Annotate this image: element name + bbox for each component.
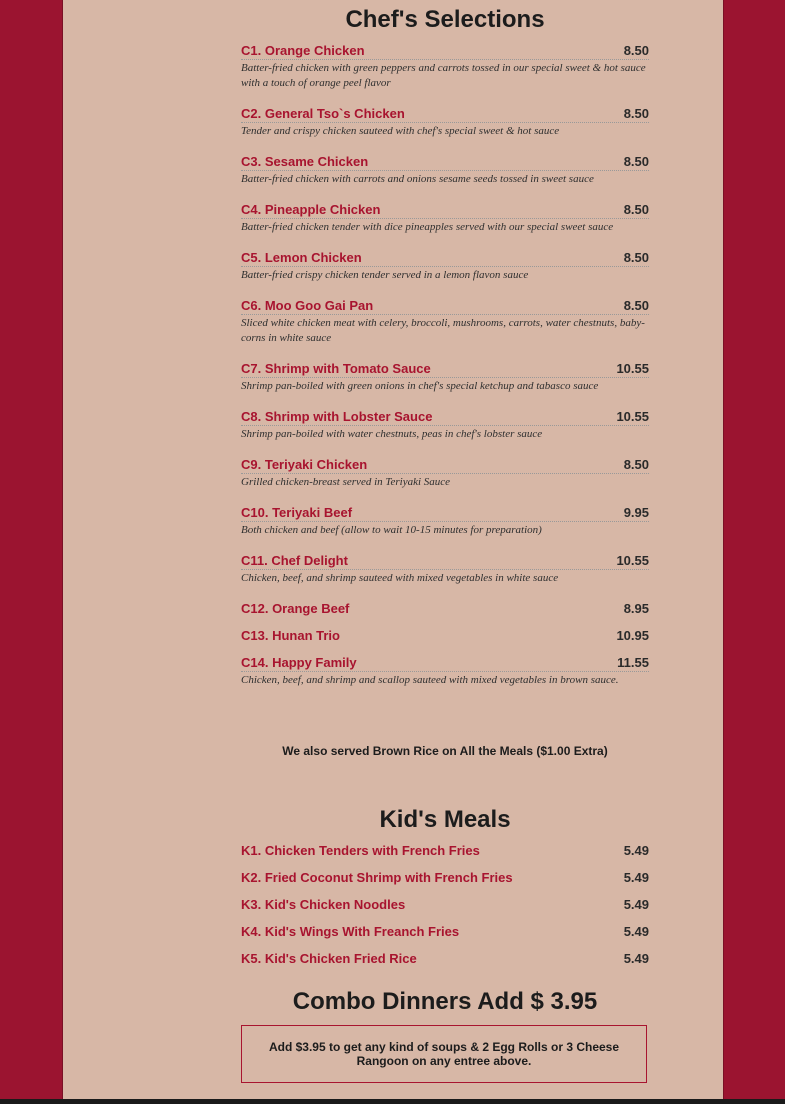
item-price: 10.55 xyxy=(616,553,649,568)
item-price: 5.49 xyxy=(623,870,649,885)
item-price: 5.49 xyxy=(623,924,649,939)
combo-title: Combo Dinners Add $ 3.95 xyxy=(292,988,598,1015)
item-name: C11. Chef Delight xyxy=(241,553,348,568)
menu-item xyxy=(241,249,649,283)
item-price: 8.50 xyxy=(623,106,649,121)
item-name: C12. Orange Beef xyxy=(241,601,350,616)
menu-item xyxy=(241,896,649,913)
bottom-bar xyxy=(0,1099,785,1104)
menu-item xyxy=(241,153,649,187)
menu-item xyxy=(241,456,649,490)
item-price: 8.50 xyxy=(623,202,649,217)
item-name: C1. Orange Chicken xyxy=(241,43,365,58)
item-name: K5. Kid's Chicken Fried Rice xyxy=(241,951,417,966)
menu-item xyxy=(241,923,649,940)
item-desc: Batter-fried chicken tender with dice pineapples served with our special sweet sauce xyxy=(241,221,614,233)
item-name: C5. Lemon Chicken xyxy=(241,250,362,265)
menu-item xyxy=(241,950,649,967)
item-desc: Sliced white chicken meat with celery, broccoli, mushrooms, carrots, water chestnuts, baby-corns in white sauce xyxy=(241,317,645,344)
item-price: 5.49 xyxy=(623,843,649,858)
menu-item xyxy=(241,360,649,394)
item-name: K2. Fried Coconut Shrimp with French Fries xyxy=(241,870,513,885)
item-desc: Grilled chicken-breast served in Teriyaki Sauce xyxy=(241,476,451,488)
menu-item xyxy=(241,654,649,688)
item-price: 9.95 xyxy=(623,505,649,520)
combo-text: Add $3.95 to get any kind of soups & 2 Egg Rolls or 3 Cheese Rangoon on any entree above. xyxy=(268,1040,620,1068)
item-price: 8.50 xyxy=(623,457,649,472)
item-desc: Chicken, beef, and shrimp sauteed with mixed vegetables in white sauce xyxy=(241,572,559,584)
menu-item xyxy=(241,869,649,886)
item-price: 5.49 xyxy=(623,897,649,912)
item-name: K4. Kid's Wings With Freanch Fries xyxy=(241,924,460,939)
item-name: C9. Teriyaki Chicken xyxy=(241,457,368,472)
menu-item xyxy=(241,552,649,586)
item-desc: Batter-fried chicken with green peppers and carrots tossed in our special sweet & hot sauce with a touch of orange peel flavor xyxy=(241,62,646,89)
item-price: 5.49 xyxy=(623,951,649,966)
item-name: C7. Shrimp with Tomato Sauce xyxy=(241,361,431,376)
menu-item xyxy=(241,408,649,442)
menu-item xyxy=(241,504,649,538)
menu-item xyxy=(241,105,649,139)
item-price: 10.55 xyxy=(616,361,649,376)
item-price: 11.55 xyxy=(617,655,649,670)
menu-item xyxy=(241,842,649,859)
item-name: C6. Moo Goo Gai Pan xyxy=(241,298,374,313)
item-price: 8.95 xyxy=(623,601,649,616)
item-price: 10.55 xyxy=(616,409,649,424)
item-name: C3. Sesame Chicken xyxy=(241,154,369,169)
item-price: 10.95 xyxy=(616,628,649,643)
menu-item xyxy=(241,42,649,91)
item-name: C8. Shrimp with Lobster Sauce xyxy=(241,409,433,424)
menu-item xyxy=(241,600,649,617)
item-desc: Shrimp pan-boiled with water chestnuts, peas in chef's lobster sauce xyxy=(241,428,543,440)
item-price: 8.50 xyxy=(623,250,649,265)
kids-title: Kid's Meals xyxy=(379,806,511,833)
item-name: C14. Happy Family xyxy=(241,655,357,670)
menu-item xyxy=(241,627,649,644)
item-desc: Batter-fried crispy chicken tender served in a lemon flavon sauce xyxy=(241,269,529,281)
chefs-title: Chef's Selections xyxy=(345,6,545,33)
item-desc: Both chicken and beef (allow to wait 10-15 minutes for preparation) xyxy=(241,524,542,536)
item-name: C10. Teriyaki Beef xyxy=(241,505,353,520)
item-desc: Shrimp pan-boiled with green onions in chef's special ketchup and tabasco sauce xyxy=(241,380,599,392)
item-desc: Tender and crispy chicken sauteed with chef's special sweet & hot sauce xyxy=(241,125,560,137)
item-name: K1. Chicken Tenders with French Fries xyxy=(241,843,480,858)
item-name: C13. Hunan Trio xyxy=(241,628,340,643)
item-name: K3. Kid's Chicken Noodles xyxy=(241,897,406,912)
combo-box xyxy=(241,1025,647,1083)
item-price: 8.50 xyxy=(623,298,649,313)
menu-item xyxy=(241,297,649,346)
menu-item xyxy=(241,201,649,235)
item-name: C4. Pineapple Chicken xyxy=(241,202,381,217)
item-desc: Chicken, beef, and shrimp and scallop sauteed with mixed vegetables in brown sauce. xyxy=(241,674,619,686)
brown-rice-note: We also served Brown Rice on All the Meals ($1.00 Extra) xyxy=(282,744,608,758)
item-name: C2. General Tso`s Chicken xyxy=(241,106,405,121)
item-desc: Batter-fried chicken with carrots and onions sesame seeds tossed in sweet sauce xyxy=(241,173,594,185)
item-price: 8.50 xyxy=(623,43,649,58)
item-price: 8.50 xyxy=(623,154,649,169)
